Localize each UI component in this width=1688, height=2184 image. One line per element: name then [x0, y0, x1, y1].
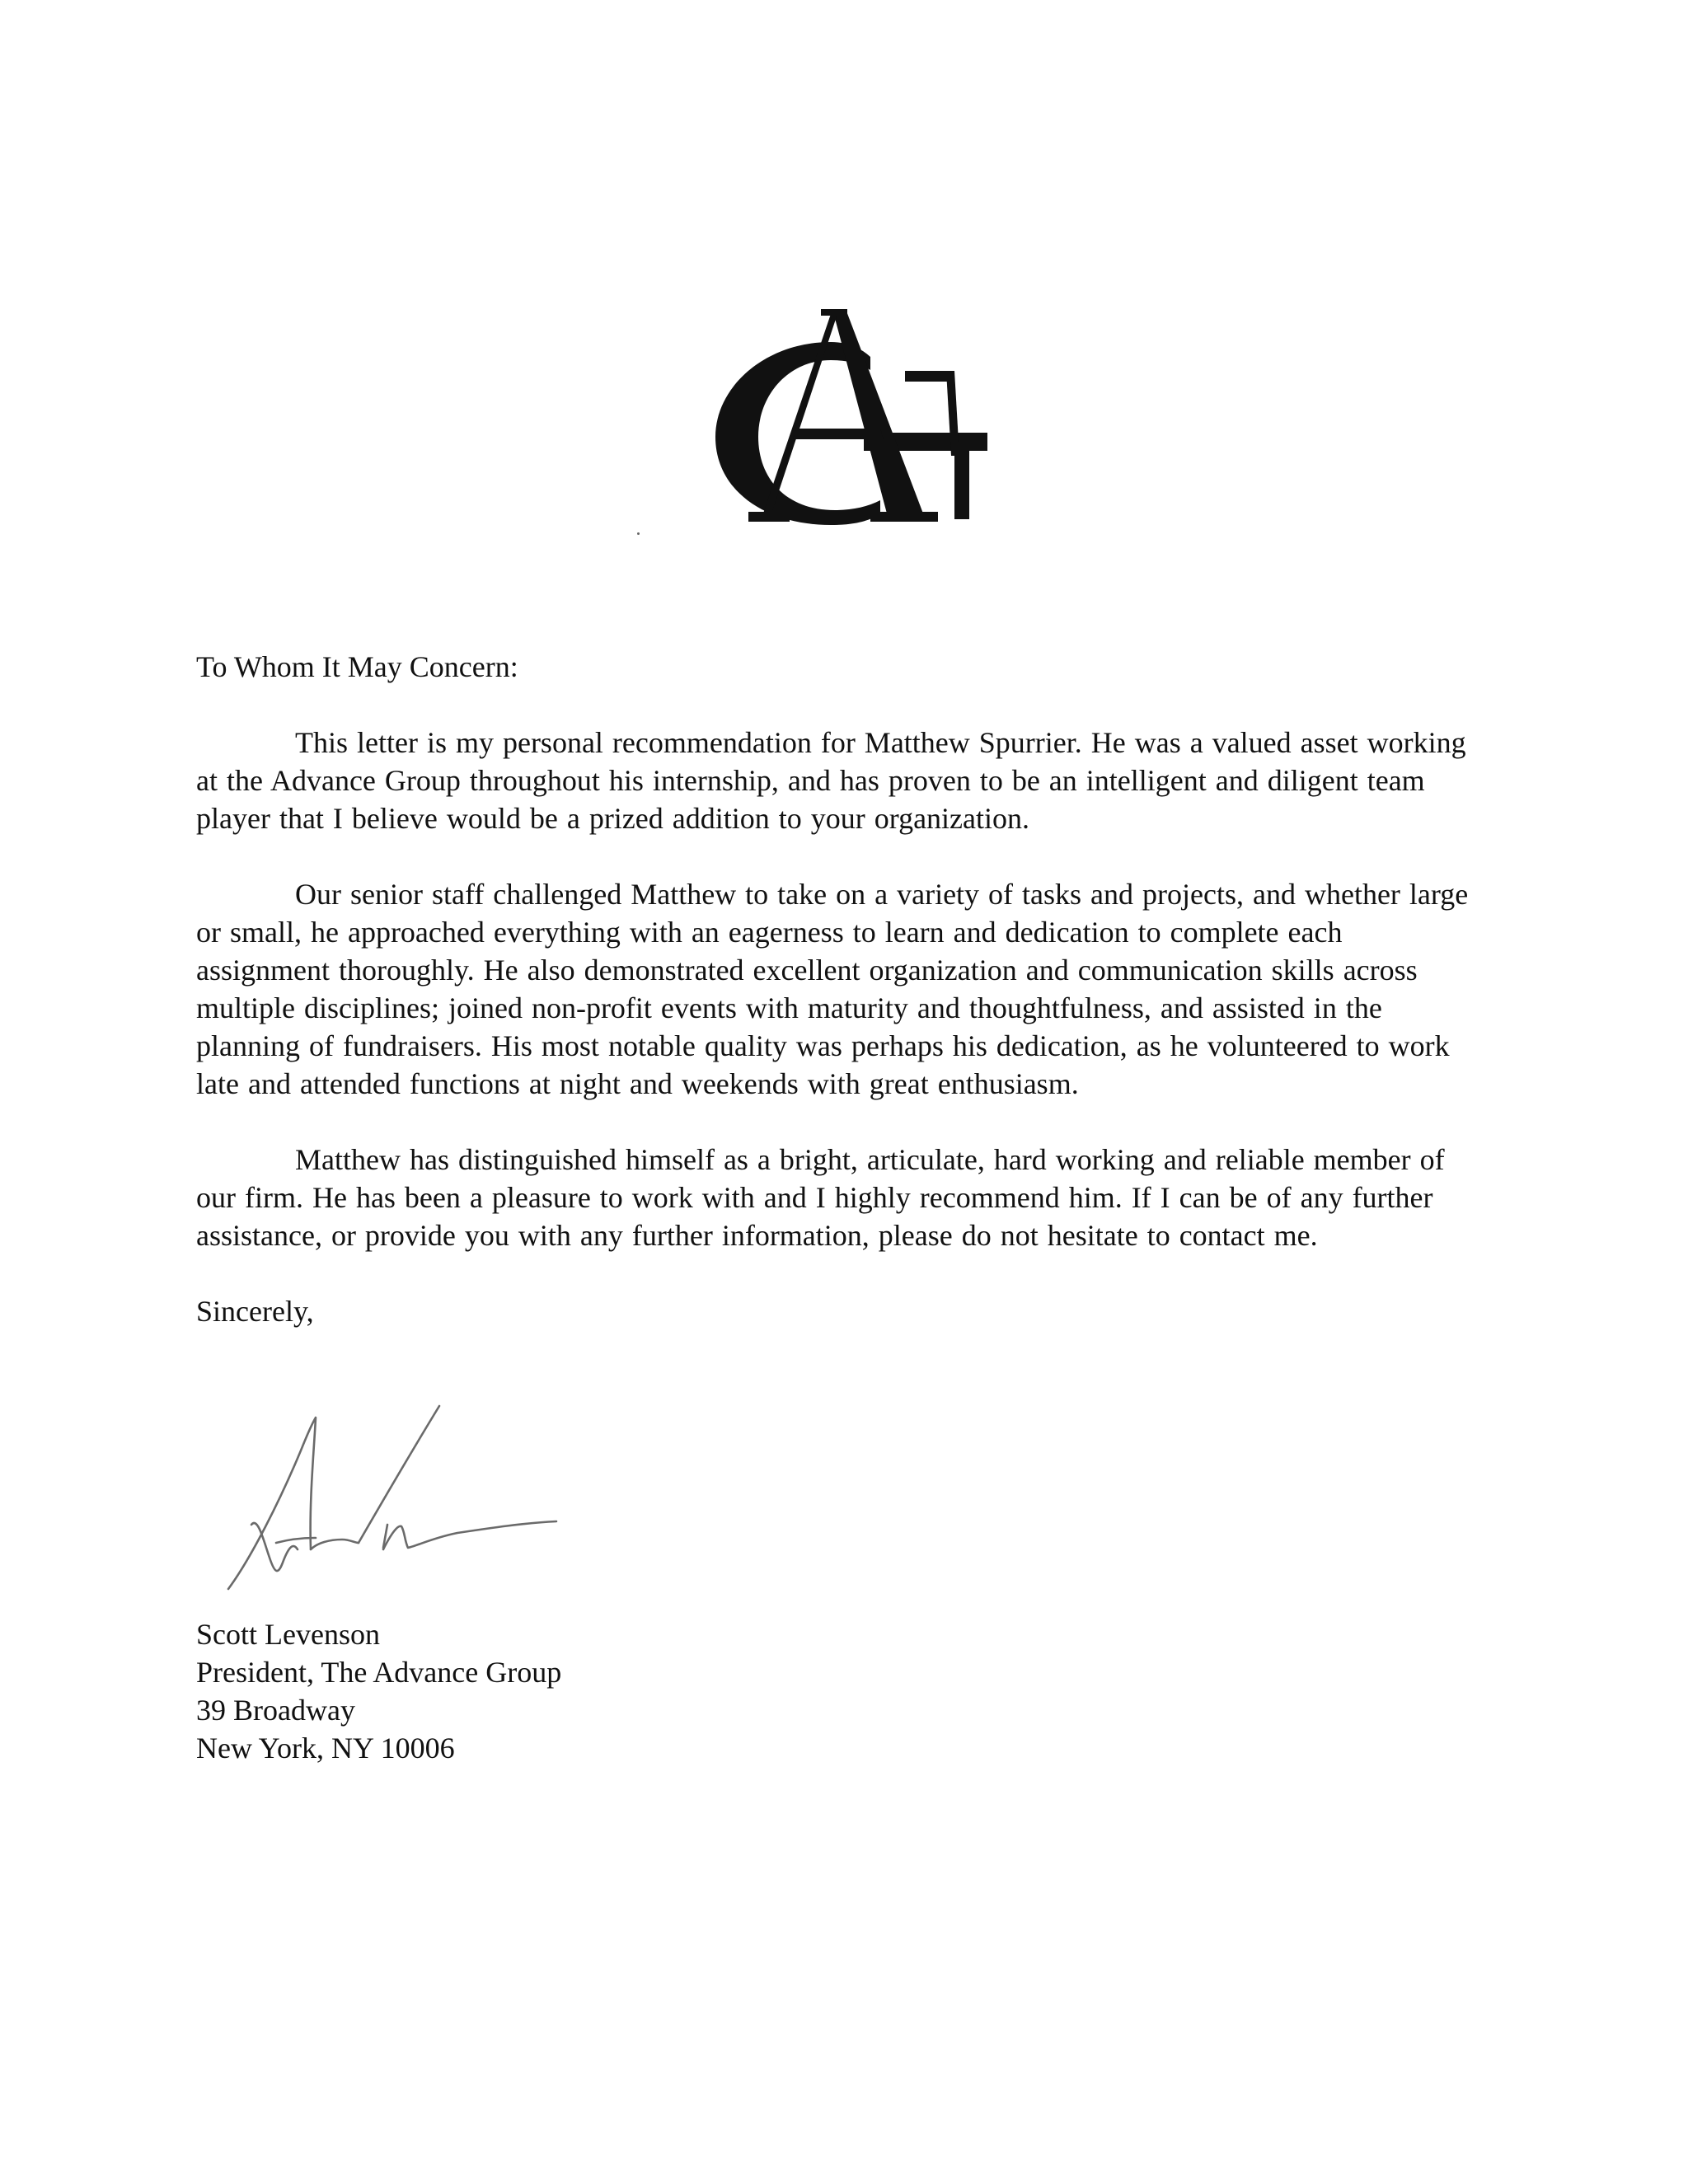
stray-mark: [637, 532, 640, 535]
paragraph-1: This letter is my personal recommendation for Matthew Spurrier. He was a valued asset working at the Advance Group throughout his internship, and has proven to be an intelligent and diligent team player that I believe would be a prized addition to your organization.: [196, 726, 1466, 835]
handwritten-signature-icon: [218, 1401, 565, 1599]
paragraph-2: Our senior staff challenged Matthew to take on a variety of tasks and projects, and whether large or small, he approached everything with an eagerness to learn and dedication to complete each assignment thoroughly. He also demonstrated excellent organization and communication skills across multiple disciplines; joined non-profit events with maturity and thoughtfulness, and assisted in the planning of fundraisers. His most notable quality was perhaps his dedication, as he volunteered to work late and attended functions at night and weekends with great enthusiasm.: [196, 878, 1469, 1100]
ag-monogram-logo-icon: [707, 309, 987, 532]
closing: Sincerely,: [196, 1295, 314, 1328]
address-line-1: 39 Broadway: [196, 1694, 355, 1727]
signer-name: Scott Levenson: [196, 1618, 380, 1651]
signer-title: President, The Advance Group: [196, 1656, 562, 1689]
letter-body: [196, 648, 1482, 1330]
paragraph-3: Matthew has distinguished himself as a bright, articulate, hard working and reliable member of our firm. He has been a pleasure to work with and I highly recommend him. If I can be of any further assistance, or provide you with any further information, please do not hesitate to contact me.: [196, 1143, 1445, 1252]
address-line-2: New York, NY 10006: [196, 1732, 455, 1765]
signature-block: [196, 1615, 561, 1767]
salutation: To Whom It May Concern:: [196, 650, 518, 683]
